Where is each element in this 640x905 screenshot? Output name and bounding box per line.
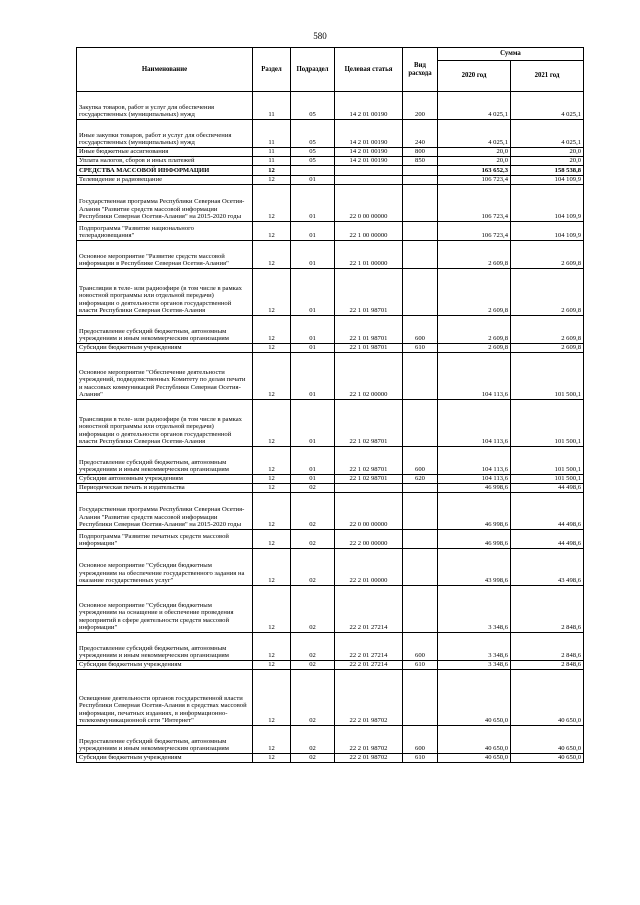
row-target-cell: 22 1 01 98701 <box>335 344 403 353</box>
row-2021-cell: 2 848,6 <box>511 661 584 670</box>
row-2021-cell: 40 650,0 <box>511 726 584 754</box>
row-2020-cell: 104 113,6 <box>438 400 511 447</box>
row-name-cell: Иные бюджетные ассигнования <box>77 148 253 157</box>
row-name-cell: Подпрограмма "Развитие печатных средств массовой информации" <box>77 530 253 549</box>
row-2021-cell: 4 025,1 <box>511 92 584 120</box>
row-2021-cell: 2 848,6 <box>511 586 584 633</box>
row-2020-cell: 43 998,6 <box>438 549 511 586</box>
row-section-cell: 12 <box>253 269 291 316</box>
row-section-cell: 12 <box>253 475 291 484</box>
row-2020-cell: 20,0 <box>438 148 511 157</box>
row-2020-cell: 104 113,6 <box>438 447 511 475</box>
table-row <box>77 241 584 269</box>
row-section-cell: 12 <box>253 447 291 475</box>
row-subsection-cell: 02 <box>291 530 335 549</box>
row-name-cell: Трансляция в теле- или радиоэфире (в том числе в рамках новостной программы или отдельной передачи) информации о деятельности органов государственной власти Республики Северная Осетия-Алания <box>77 400 253 447</box>
row-subsection-cell: 01 <box>291 400 335 447</box>
row-target-cell: 22 2 01 27214 <box>335 586 403 633</box>
row-2021-cell: 4 025,1 <box>511 120 584 148</box>
row-name-cell: СРЕДСТВА МАССОВОЙ ИНФОРМАЦИИ <box>77 166 253 176</box>
row-section-cell: 12 <box>253 353 291 400</box>
row-2020-cell: 20,0 <box>438 157 511 166</box>
row-target-cell: 22 1 01 98701 <box>335 269 403 316</box>
row-type-cell <box>403 185 438 222</box>
row-type-cell: 600 <box>403 316 438 344</box>
row-target-cell: 22 2 01 98702 <box>335 670 403 726</box>
row-type-cell <box>403 241 438 269</box>
row-name-cell: Основное мероприятие "Субсидии бюджетным учреждениям на оснащение и обеспечение проведения мероприятий в сфере деятельности средств массовой информации" <box>77 586 253 633</box>
row-section-cell: 12 <box>253 670 291 726</box>
row-section-cell: 12 <box>253 726 291 754</box>
row-target-cell <box>335 176 403 185</box>
row-subsection-cell: 01 <box>291 447 335 475</box>
row-subsection-cell: 02 <box>291 633 335 661</box>
header-subsection: Подраздел <box>291 48 335 92</box>
row-2020-cell: 2 609,8 <box>438 269 511 316</box>
row-name-cell: Освещение деятельности органов государственной власти Республики Северная Осетия-Алания в средствах массовой информации, печатных изданиях, в информационно-телекоммуникационной сети "Интернет" <box>77 670 253 726</box>
row-type-cell <box>403 530 438 549</box>
row-target-cell: 22 1 02 00000 <box>335 353 403 400</box>
row-subsection-cell <box>291 166 335 176</box>
row-section-cell: 12 <box>253 633 291 661</box>
table-row <box>77 316 584 344</box>
row-2020-cell: 40 650,0 <box>438 670 511 726</box>
row-2021-cell: 20,0 <box>511 157 584 166</box>
row-name-cell: Предоставление субсидий бюджетным, автономным учреждениям и иным некоммерческим организациям <box>77 633 253 661</box>
table-row <box>77 586 584 633</box>
header-name: Наименование <box>77 48 253 92</box>
row-name-cell: Предоставление субсидий бюджетным, автономным учреждениям и иным некоммерческим организациям <box>77 447 253 475</box>
table-row <box>77 549 584 586</box>
row-2021-cell: 101 500,1 <box>511 447 584 475</box>
row-2020-cell: 104 113,6 <box>438 475 511 484</box>
row-section-cell: 12 <box>253 661 291 670</box>
row-target-cell <box>335 166 403 176</box>
row-2020-cell: 46 998,6 <box>438 484 511 493</box>
row-subsection-cell: 02 <box>291 484 335 493</box>
row-target-cell: 14 2 01 00190 <box>335 120 403 148</box>
table-row <box>77 185 584 222</box>
row-target-cell: 22 1 02 98701 <box>335 475 403 484</box>
row-name-cell: Субсидии автономным учреждениям <box>77 475 253 484</box>
row-2020-cell: 40 650,0 <box>438 726 511 754</box>
row-subsection-cell: 02 <box>291 754 335 763</box>
row-2020-cell: 106 723,4 <box>438 222 511 241</box>
row-2021-cell: 40 650,0 <box>511 670 584 726</box>
row-target-cell: 22 0 00 00000 <box>335 185 403 222</box>
row-section-cell: 12 <box>253 222 291 241</box>
row-type-cell <box>403 222 438 241</box>
table-row <box>77 166 584 176</box>
row-name-cell: Подпрограмма "Развитие национального телерадиовещания" <box>77 222 253 241</box>
row-name-cell: Трансляция в теле- или радиоэфире (в том числе в рамках новостной программы или отдельной передачи) информации о деятельности органов государственной власти Республики Северная Осетия-Алания <box>77 269 253 316</box>
row-subsection-cell: 01 <box>291 316 335 344</box>
row-subsection-cell: 02 <box>291 661 335 670</box>
row-name-cell: Телевидение и радиовещание <box>77 176 253 185</box>
row-2020-cell: 106 723,4 <box>438 176 511 185</box>
row-target-cell: 14 2 01 00190 <box>335 157 403 166</box>
table-row <box>77 92 584 120</box>
table-body <box>77 92 584 763</box>
row-section-cell: 12 <box>253 493 291 530</box>
row-name-cell: Предоставление субсидий бюджетным, автономным учреждениям и иным некоммерческим организациям <box>77 726 253 754</box>
row-2021-cell: 43 498,6 <box>511 549 584 586</box>
table-row <box>77 447 584 475</box>
table-row <box>77 400 584 447</box>
row-section-cell: 12 <box>253 176 291 185</box>
row-target-cell: 22 2 01 27214 <box>335 633 403 661</box>
row-section-cell: 12 <box>253 400 291 447</box>
row-target-cell: 22 2 01 00000 <box>335 549 403 586</box>
row-name-cell: Основное мероприятие "Обеспечение деятельности учреждений, подведомственных Комитету по делам печати и массовых коммуникаций Республики Северная Осетия-Алания" <box>77 353 253 400</box>
row-name-cell: Закупка товаров, работ и услуг для обеспечения государственных (муниципальных) нужд <box>77 92 253 120</box>
row-2021-cell: 2 609,8 <box>511 269 584 316</box>
row-subsection-cell: 01 <box>291 222 335 241</box>
table-row <box>77 176 584 185</box>
row-name-cell: Государственная программа Республики Северная Осетия-Алания "Развитие средств массовой информации Республики Северная Осетия-Алания" на 2015-2020 годы <box>77 493 253 530</box>
row-name-cell: Уплата налогов, сборов и иных платежей <box>77 157 253 166</box>
row-2020-cell: 46 998,6 <box>438 493 511 530</box>
row-2021-cell: 44 498,6 <box>511 484 584 493</box>
row-name-cell: Субсидии бюджетным учреждениям <box>77 661 253 670</box>
table-row <box>77 493 584 530</box>
row-name-cell: Предоставление субсидий бюджетным, автономным учреждениям и иным некоммерческим организациям <box>77 316 253 344</box>
row-subsection-cell: 01 <box>291 269 335 316</box>
table-row <box>77 157 584 166</box>
row-type-cell: 610 <box>403 344 438 353</box>
row-subsection-cell: 02 <box>291 726 335 754</box>
table-row <box>77 344 584 353</box>
row-type-cell: 200 <box>403 92 438 120</box>
row-subsection-cell: 05 <box>291 92 335 120</box>
row-2021-cell: 104 109,9 <box>511 222 584 241</box>
row-subsection-cell: 01 <box>291 344 335 353</box>
row-subsection-cell: 01 <box>291 475 335 484</box>
row-section-cell: 11 <box>253 120 291 148</box>
header-type: Вид расхода <box>403 48 438 92</box>
header-2020: 2020 год <box>438 61 511 92</box>
row-type-cell <box>403 586 438 633</box>
row-2021-cell: 44 498,6 <box>511 493 584 530</box>
table-row <box>77 633 584 661</box>
row-subsection-cell: 05 <box>291 120 335 148</box>
row-2020-cell: 2 609,8 <box>438 316 511 344</box>
table-row <box>77 353 584 400</box>
row-section-cell: 12 <box>253 484 291 493</box>
header-2021: 2021 год <box>511 61 584 92</box>
row-type-cell: 850 <box>403 157 438 166</box>
row-type-cell <box>403 166 438 176</box>
row-target-cell: 14 2 01 00190 <box>335 92 403 120</box>
row-2020-cell: 3 348,6 <box>438 633 511 661</box>
row-target-cell: 22 2 01 98702 <box>335 754 403 763</box>
row-2020-cell: 104 113,6 <box>438 353 511 400</box>
row-2020-cell: 3 348,6 <box>438 661 511 670</box>
row-subsection-cell: 05 <box>291 148 335 157</box>
row-subsection-cell: 02 <box>291 493 335 530</box>
row-section-cell: 11 <box>253 157 291 166</box>
row-type-cell <box>403 484 438 493</box>
header-section: Раздел <box>253 48 291 92</box>
row-name-cell: Субсидии бюджетным учреждениям <box>77 344 253 353</box>
table-row <box>77 269 584 316</box>
row-2020-cell: 3 348,6 <box>438 586 511 633</box>
row-2021-cell: 101 500,1 <box>511 400 584 447</box>
row-2020-cell: 40 650,0 <box>438 754 511 763</box>
row-name-cell: Основное мероприятие "Субсидии бюджетным учреждениям на обеспечение государственного задания на оказание государственных услуг" <box>77 549 253 586</box>
row-subsection-cell: 01 <box>291 241 335 269</box>
table-row <box>77 661 584 670</box>
table-row <box>77 222 584 241</box>
row-section-cell: 12 <box>253 316 291 344</box>
row-target-cell: 22 1 00 00000 <box>335 222 403 241</box>
row-type-cell: 600 <box>403 633 438 661</box>
row-2021-cell: 2 609,8 <box>511 241 584 269</box>
row-target-cell <box>335 484 403 493</box>
row-2020-cell: 4 025,1 <box>438 92 511 120</box>
row-type-cell <box>403 269 438 316</box>
row-section-cell: 12 <box>253 754 291 763</box>
row-name-cell: Иные закупки товаров, работ и услуг для обеспечения государственных (муниципальных) нужд <box>77 120 253 148</box>
row-2021-cell: 2 609,8 <box>511 316 584 344</box>
row-type-cell <box>403 549 438 586</box>
row-target-cell: 22 2 01 98702 <box>335 726 403 754</box>
table-row <box>77 148 584 157</box>
row-name-cell: Субсидии бюджетным учреждениям <box>77 754 253 763</box>
row-2021-cell: 104 109,9 <box>511 176 584 185</box>
row-type-cell <box>403 400 438 447</box>
row-2020-cell: 46 998,6 <box>438 530 511 549</box>
row-section-cell: 12 <box>253 530 291 549</box>
row-2021-cell: 44 498,6 <box>511 530 584 549</box>
table-row <box>77 484 584 493</box>
row-2021-cell: 40 650,0 <box>511 754 584 763</box>
row-name-cell: Основное мероприятие "Развитие средств массовой информации в Республике Северная Осетия-Алания" <box>77 241 253 269</box>
row-target-cell: 22 1 02 98701 <box>335 447 403 475</box>
row-2021-cell: 2 848,6 <box>511 633 584 661</box>
row-target-cell: 22 1 02 98701 <box>335 400 403 447</box>
row-target-cell: 22 1 01 98701 <box>335 316 403 344</box>
row-section-cell: 12 <box>253 166 291 176</box>
row-2021-cell: 2 609,8 <box>511 344 584 353</box>
row-type-cell <box>403 353 438 400</box>
row-section-cell: 12 <box>253 344 291 353</box>
row-subsection-cell: 02 <box>291 586 335 633</box>
row-target-cell: 22 2 01 27214 <box>335 661 403 670</box>
row-subsection-cell: 05 <box>291 157 335 166</box>
row-name-cell: Периодическая печать и издательства <box>77 484 253 493</box>
row-type-cell: 610 <box>403 661 438 670</box>
row-target-cell: 14 2 01 00190 <box>335 148 403 157</box>
row-type-cell: 620 <box>403 475 438 484</box>
budget-table <box>76 47 584 763</box>
row-target-cell: 22 1 01 00000 <box>335 241 403 269</box>
header-target: Целевая статья <box>335 48 403 92</box>
row-2021-cell: 101 500,1 <box>511 475 584 484</box>
row-type-cell: 800 <box>403 148 438 157</box>
table-row <box>77 726 584 754</box>
row-2020-cell: 2 609,8 <box>438 241 511 269</box>
page-number: 580 <box>313 31 327 41</box>
row-2020-cell: 4 025,1 <box>438 120 511 148</box>
table-row <box>77 754 584 763</box>
row-type-cell: 610 <box>403 754 438 763</box>
row-2021-cell: 158 538,8 <box>511 166 584 176</box>
table-row <box>77 670 584 726</box>
row-subsection-cell: 02 <box>291 670 335 726</box>
row-section-cell: 12 <box>253 586 291 633</box>
row-type-cell <box>403 493 438 530</box>
row-2021-cell: 20,0 <box>511 148 584 157</box>
row-type-cell <box>403 670 438 726</box>
row-subsection-cell: 01 <box>291 176 335 185</box>
table-row <box>77 530 584 549</box>
row-section-cell: 12 <box>253 549 291 586</box>
row-section-cell: 12 <box>253 185 291 222</box>
row-subsection-cell: 01 <box>291 185 335 222</box>
row-target-cell: 22 0 00 00000 <box>335 493 403 530</box>
row-2020-cell: 163 652,3 <box>438 166 511 176</box>
row-2021-cell: 101 500,1 <box>511 353 584 400</box>
table-row <box>77 120 584 148</box>
row-type-cell: 600 <box>403 726 438 754</box>
row-type-cell <box>403 176 438 185</box>
row-subsection-cell: 02 <box>291 549 335 586</box>
row-type-cell: 240 <box>403 120 438 148</box>
row-subsection-cell: 01 <box>291 353 335 400</box>
row-2020-cell: 2 609,8 <box>438 344 511 353</box>
row-target-cell: 22 2 00 00000 <box>335 530 403 549</box>
row-section-cell: 11 <box>253 148 291 157</box>
row-section-cell: 11 <box>253 92 291 120</box>
header-sum: Сумма <box>438 48 584 61</box>
row-2021-cell: 104 109,9 <box>511 185 584 222</box>
table-row <box>77 475 584 484</box>
row-name-cell: Государственная программа Республики Северная Осетия-Алания "Развитие средств массовой информации Республики Северная Осетия-Алания" на 2015-2020 годы <box>77 185 253 222</box>
row-type-cell: 600 <box>403 447 438 475</box>
row-section-cell: 12 <box>253 241 291 269</box>
row-2020-cell: 106 723,4 <box>438 185 511 222</box>
